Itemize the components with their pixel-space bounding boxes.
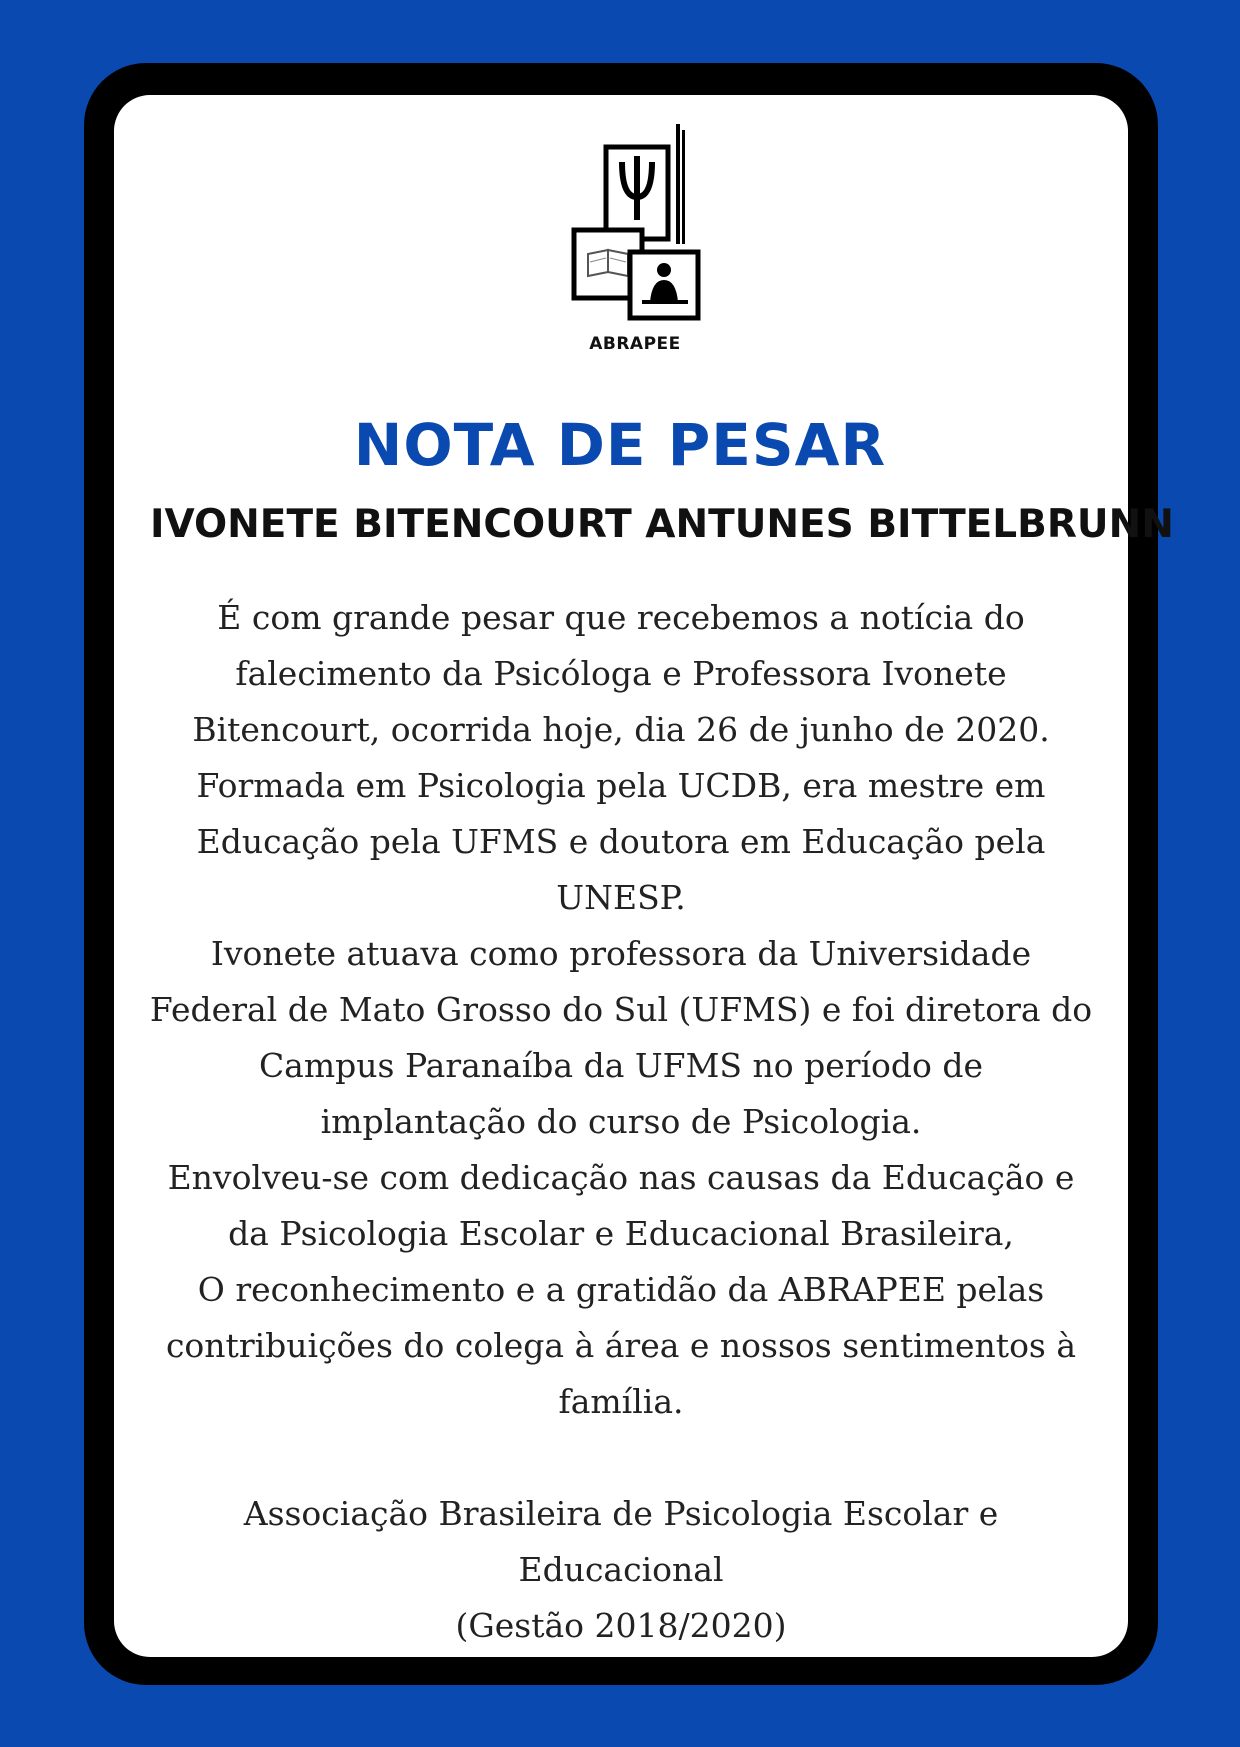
body-line: da Psicologia Escolar e Educacional Brasileira, <box>228 1214 1014 1253</box>
body-line: O reconhecimento e a gratidão da ABRAPEE pelas <box>197 1270 1045 1309</box>
body-line: contribuições do colega à área e nossos sentimentos à <box>165 1326 1077 1365</box>
logo-label: ABRAPEE <box>589 334 681 354</box>
body-line: Educação pela UFMS e doutora em Educação pela <box>196 822 1046 861</box>
signature-line: Associação Brasileira de Psicologia Escolar e <box>243 1494 999 1533</box>
body-line: UNESP. <box>556 878 686 917</box>
page-title: NOTA DE PESAR <box>353 411 887 479</box>
body-line: implantação do curso de Psicologia. <box>320 1102 922 1141</box>
notice-body <box>140 590 1102 1654</box>
spacer <box>140 1430 1102 1486</box>
body-line: Envolveu-se com dedicação nas causas da Educação e <box>167 1158 1075 1197</box>
deceased-name: IVONETE BITENCOURT ANTUNES BITTELBRUNN <box>150 502 1174 547</box>
body-line: Formada em Psicologia pela UCDB, era mestre em <box>196 766 1046 805</box>
body-line: Bitencourt, ocorrida hoje, dia 26 de junho de 2020. <box>192 710 1050 749</box>
body-line: falecimento da Psicóloga e Professora Ivonete <box>235 654 1007 693</box>
signature-line: Educacional <box>518 1550 724 1589</box>
body-line: É com grande pesar que recebemos a notícia do <box>217 598 1025 637</box>
body-line: Ivonete atuava como professora da Universidade <box>210 934 1032 973</box>
signature-line: (Gestão 2018/2020) <box>455 1606 787 1645</box>
body-line: família. <box>558 1382 684 1421</box>
body-line: Federal de Mato Grosso do Sul (UFMS) e foi diretora do <box>149 990 1093 1029</box>
abrapee-logo-icon <box>560 122 720 322</box>
body-line: Campus Paranaíba da UFMS no período de <box>258 1046 984 1085</box>
